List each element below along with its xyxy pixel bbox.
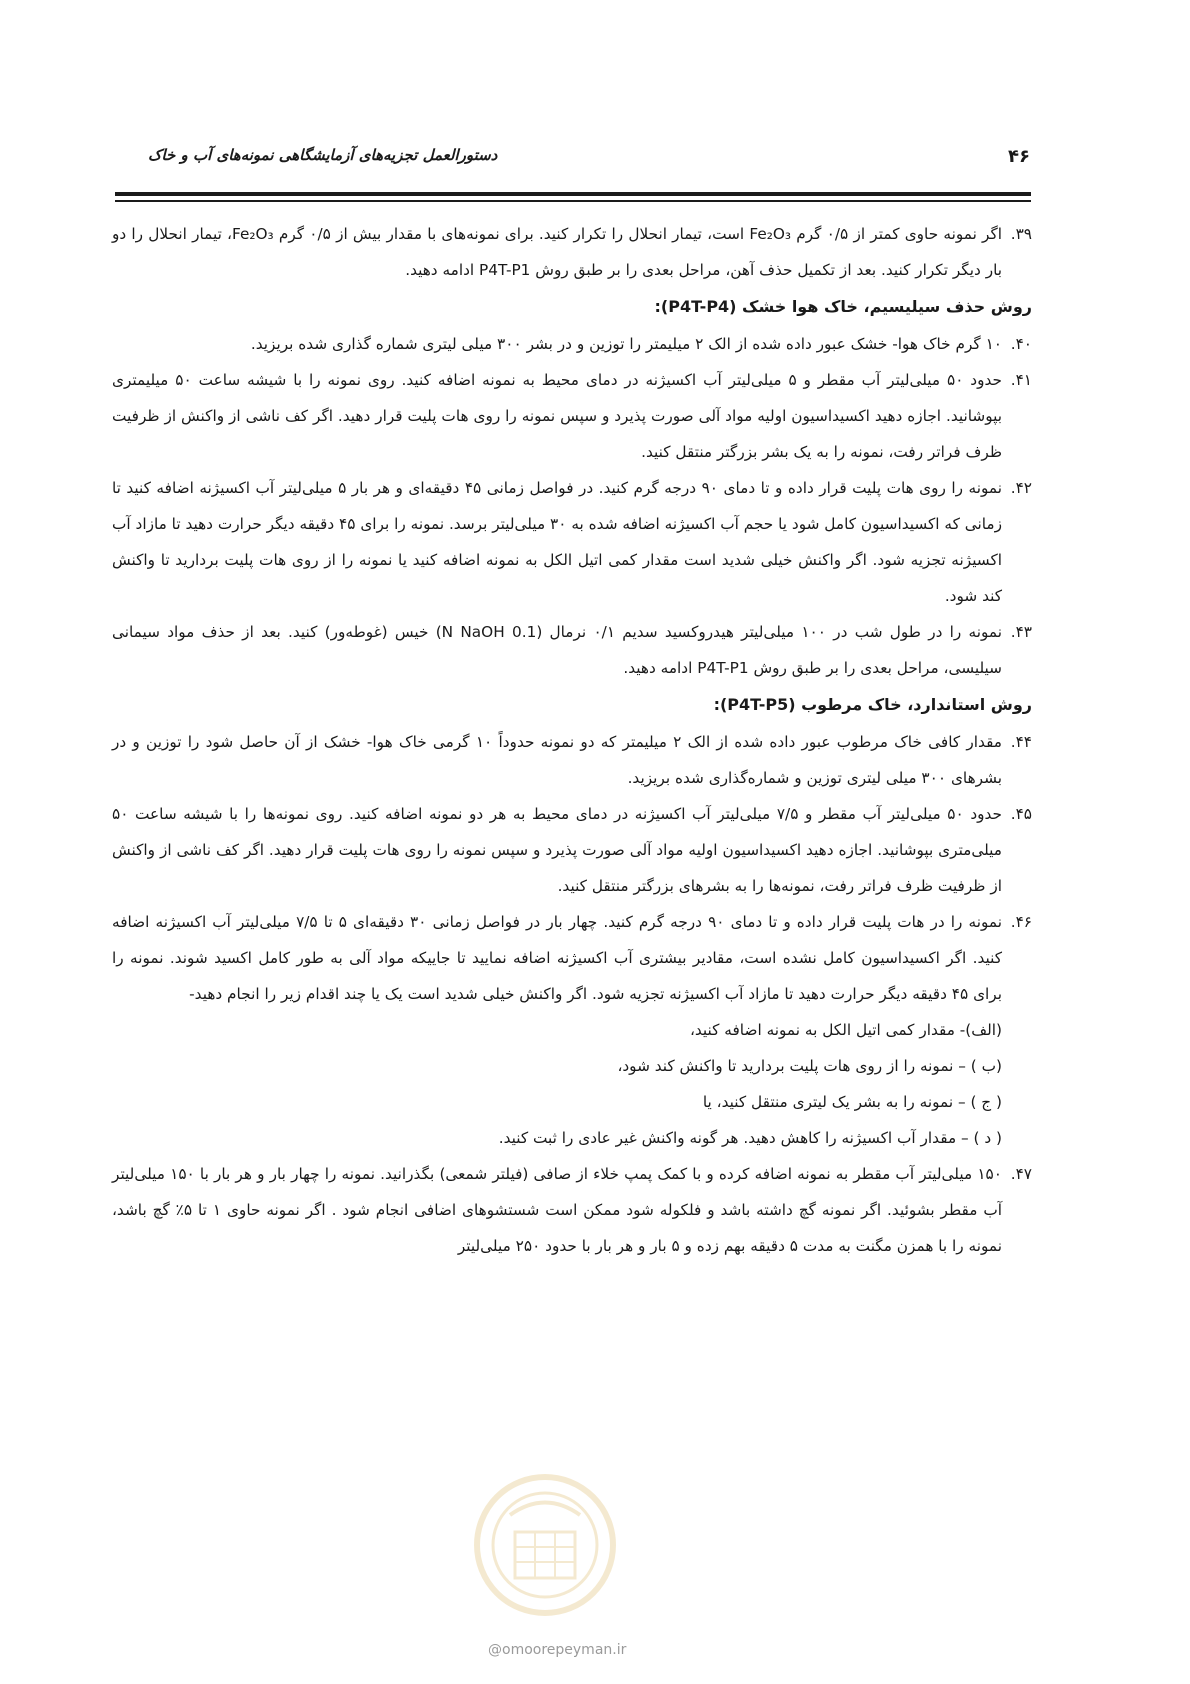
item-text: ۱۰ گرم خاک هوا- خشک عبور داده شده از الک ۲ میلیمتر را توزین و در بشر ۳۰۰ میلی لیتری شماره گذاری شده بریزید. bbox=[250, 335, 1002, 353]
item-number: ۴۱. bbox=[1010, 371, 1032, 389]
item-text: حدود ۵۰ میلی‌لیتر آب مقطر و ۵ میلی‌لیتر آب اکسیژنه در دمای محیط به نمونه اضافه کنید. روی نمونه را با شیشه ساعت ۵۰ میلیمتری بپوشانید. اجازه دهید اکسیداسیون اولیه مواد آلی صورت پذیرد و سپس نمونه را روی هات پلیت قرار دهید. اگر کف ناشی از واکنش از ظرفیت ظرف فراتر رفت، نمونه را به یک بشر بزرگتر منتقل کنید. bbox=[112, 371, 1002, 461]
item-text: نمونه را در هات پلیت قرار داده و تا دمای ۹۰ درجه گرم کنید. چهار بار در فواصل زمانی ۳۰ دقیقه‌ای ۵ تا ۷/۵ میلی‌لیتر آب اکسیژنه اضافه کنید. اگر اکسیداسیون کامل نشده است، مقادیر بیشتری آب اکسیژنه اضافه نمایید تا جاییکه مواد آلی به طور کامل اکسید شوند. نمونه را برای ۴۵ دقیقه دیگر حرارت دهید تا مازاد آب اکسیژنه تجزیه شود. اگر واکنش خیلی شدید است یک یا چند اقدام زیر را انجام دهید- bbox=[112, 913, 1002, 1003]
item-text: مقدار کافی خاک مرطوب عبور داده شده از الک ۲ میلیمتر که دو نمونه حدوداً ۱۰ گرمی خاک هوا- خشک از آن حاصل شود را توزین و در بشرهای ۳۰۰ میلی لیتری توزین و شماره‌گذاری شده بریزید. bbox=[112, 733, 1002, 787]
watermark-seal-icon bbox=[470, 1470, 620, 1620]
running-title: دستورالعمل تجزیه‌های آزمایشگاهی نمونه‌های آب و خاک bbox=[148, 146, 498, 164]
item-text: ۱۵۰ میلی‌لیتر آب مقطر به نمونه اضافه کرده و با کمک پمپ خلاء از صافی (فیلتر شمعی) بگذرانید. نمونه را چهار بار و هر بار با ۱۵۰ میلی‌لیتر آب مقطر بشوئید. اگر نمونه گچ داشته باشد و فلکوله شود ممکن است شستشوهای اضافی انجام شود . اگر نمونه حاوی ۱ تا ۵٪ گچ باشد، نمونه را با همزن مگنت به مدت ۵ دقیقه بهم زده و ۵ بار و هر بار با حدود ۲۵۰ میلی‌لیتر bbox=[112, 1165, 1003, 1255]
list-item-41 bbox=[112, 362, 1032, 470]
list-item-44 bbox=[112, 724, 1032, 796]
item-number: ۴۷. bbox=[1010, 1165, 1032, 1183]
item-text: اگر نمونه حاوی کمتر از ۰/۵ گرم Fe₂O₃ است، تیمار انحلال را تکرار کنید. برای نمونه‌های با مقدار بیش از ۰/۵ گرم Fe₂O₃، تیمار انحلال را دو بار دیگر تکرار کنید. بعد از تکمیل حذف آهن، مراحل بعدی را بر طبق روش P4T-P1 ادامه دهید. bbox=[112, 225, 1003, 279]
item-number: ۴۰. bbox=[1010, 335, 1032, 353]
list-item-39 bbox=[112, 216, 1032, 288]
list-item-45 bbox=[112, 796, 1032, 904]
item-number: ۴۳. bbox=[1010, 623, 1032, 641]
body-text bbox=[112, 216, 1032, 1264]
header-rule-thin bbox=[115, 200, 1031, 202]
item-number: ۴۲. bbox=[1010, 479, 1032, 497]
item-text: حدود ۵۰ میلی‌لیتر آب مقطر و ۷/۵ میلی‌لیتر آب اکسیژنه در دمای محیط به هر دو نمونه اضافه کنید. روی نمونه‌ها را با شیشه ساعت ۵۰ میلی‌متری بپوشانید. اجازه دهید اکسیداسیون اولیه مواد آلی صورت پذیرد و سپس نمونه را روی هات پلیت قرار دهید. اگر کف ناشی از واکنش از ظرفیت ظرف فراتر رفت، نمونه‌ها را به بشرهای بزرگتر منتقل کنید. bbox=[112, 805, 1003, 895]
page-number: ۴۶ bbox=[1008, 146, 1030, 167]
item-number: ۳۹. bbox=[1010, 225, 1032, 243]
item-text: نمونه را روی هات پلیت قرار داده و تا دمای ۹۰ درجه گرم کنید. در فواصل زمانی ۴۵ دقیقه‌ای و هر بار ۵ میلی‌لیتر آب اکسیژنه اضافه کنید تا زمانی که اکسیداسیون کامل شود یا حجم آب اکسیژنه اضافه شده به ۳۰ میلی‌لیتر برسد. نمونه را برای ۴۵ دقیقه دیگر حرارت دهید تا مازاد آب اکسیژنه تجزیه شود. اگر واکنش خیلی شدید است مقدار کمی اتیل الکل به نمونه اضافه کنید یا نمونه را از روی هات پلیت بردارید تا واکنش کند شود. bbox=[112, 479, 1002, 605]
header-rule-thick bbox=[115, 192, 1031, 196]
sub-item-jim: ( ج ) – نمونه را به بشر یک لیتری منتقل کنید، یا bbox=[702, 1093, 1002, 1111]
list-item-43 bbox=[112, 614, 1032, 686]
sub-item-be: (ب ) – نمونه را از روی هات پلیت بردارید تا واکنش کند شود، bbox=[617, 1057, 1002, 1075]
item-number: ۴۶. bbox=[1010, 913, 1032, 931]
list-item-47 bbox=[112, 1156, 1032, 1264]
item-number: ۴۵. bbox=[1010, 805, 1032, 823]
item-text: نمونه را در طول شب در ۱۰۰ میلی‌لیتر هیدروکسید سدیم ۰/۱ نرمال (0.1 N NaOH) خیس (غوطه‌ور) کنید. بعد از حذف مواد سیمانی سیلیسی، مراحل بعدی را بر طبق روش P4T-P1 ادامه دهید. bbox=[112, 623, 1003, 677]
item-number: ۴۴. bbox=[1010, 733, 1032, 751]
list-item-46 bbox=[112, 904, 1032, 1012]
section-heading-p4: روش حذف سیلیسیم، خاک هوا خشک (P4T-P4): bbox=[654, 297, 1032, 316]
list-item-40 bbox=[112, 326, 1032, 362]
section-heading-p5: روش استاندارد، خاک مرطوب (P4T-P5): bbox=[713, 695, 1032, 714]
list-item-42 bbox=[112, 470, 1032, 614]
page-header bbox=[148, 146, 1030, 176]
sub-item-alef: (الف)- مقدار کمی اتیل الکل به نمونه اضافه کنید، bbox=[689, 1021, 1002, 1039]
sub-item-dal: ( د ) – مقدار آب اکسیژنه را کاهش دهید. هر گونه واکنش غیر عادی را ثبت کنید. bbox=[498, 1129, 1002, 1147]
watermark-url: @omoorepeyman.ir bbox=[488, 1642, 627, 1658]
